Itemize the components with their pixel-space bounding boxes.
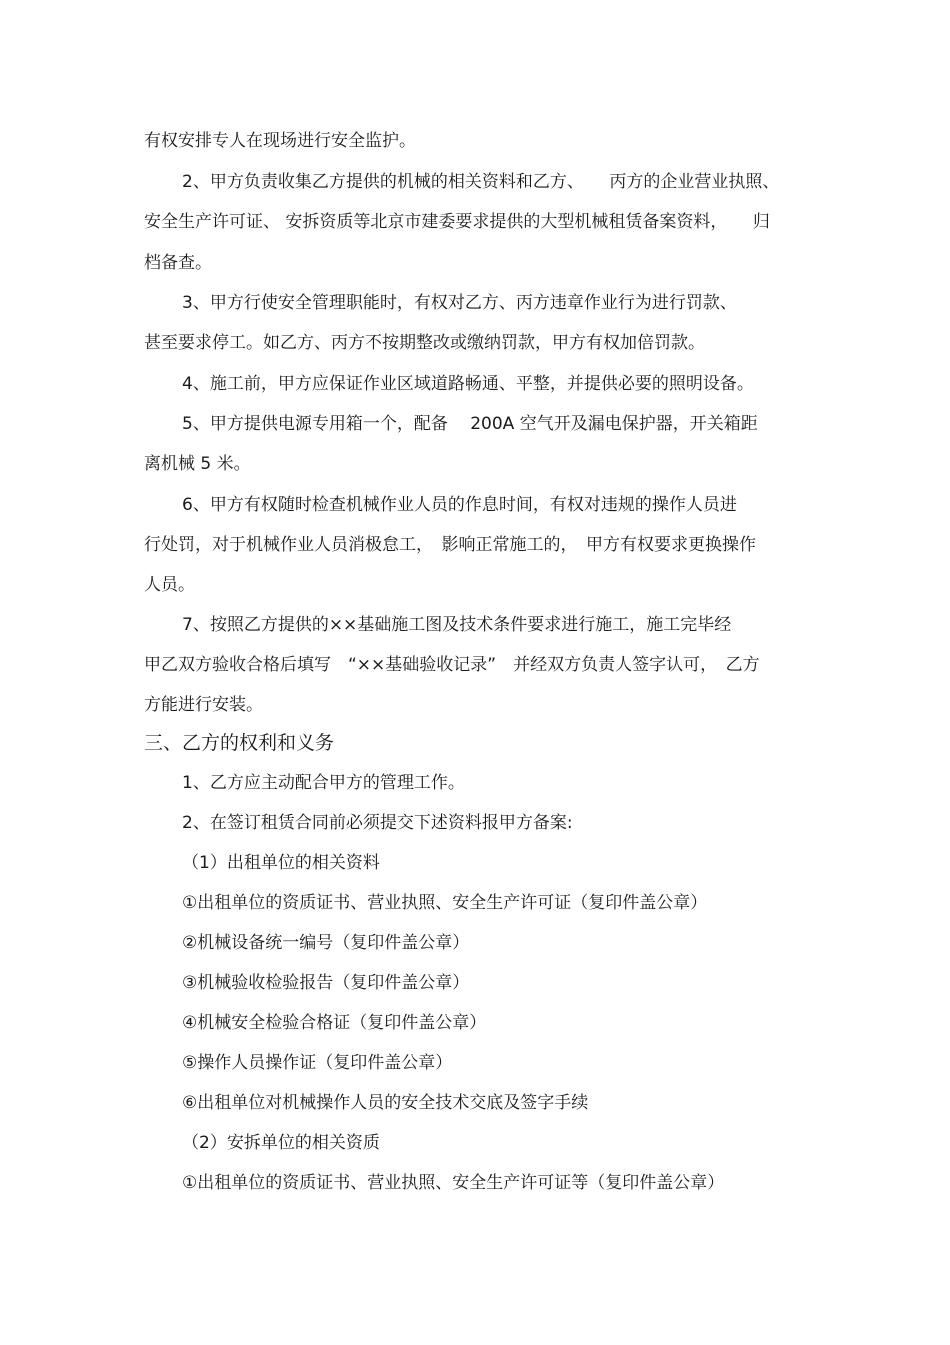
text-line: 7、按照乙方提供的××基础施工图及技术条件要求进行施工，施工完毕经 xyxy=(182,615,732,635)
text-line: 4、施工前，甲方应保证作业区域道路畅通、平整，并提供必要的照明设备。 xyxy=(182,374,754,394)
text-line: ①出租单位的资质证书、营业执照、安全生产许可证等（复印件盖公章） xyxy=(182,1173,725,1193)
text-line: 6、甲方有权随时检查机械作业人员的作息时间，有权对违规的操作人员进 xyxy=(182,495,737,515)
text-line: 方能进行安装。 xyxy=(144,695,263,715)
text-line: 安全生产许可证、 安拆资质等北京市建委要求提供的大型机械租赁备案资料， 归 xyxy=(144,212,770,232)
text-line: ①出租单位的资质证书、营业执照、安全生产许可证（复印件盖公章） xyxy=(182,893,708,913)
text-line: 3、甲方行使安全管理职能时，有权对乙方、丙方违章作业行为进行罚款、 xyxy=(182,293,737,313)
text-line: 1、乙方应主动配合甲方的管理工作。 xyxy=(182,773,465,793)
text-line: 人员。 xyxy=(144,575,195,595)
text-line: 甲乙双方验收合格后填写 “××基础验收记录” 并经双方负责人签字认可， 乙方 xyxy=(144,655,760,675)
text-line: ③机械验收检验报告（复印件盖公章） xyxy=(182,973,470,993)
text-line: 档备查。 xyxy=(144,253,212,273)
text-line: 甚至要求停工。如乙方、丙方不按期整改或缴纳罚款，甲方有权加倍罚款。 xyxy=(144,333,705,353)
text-line: ②机械设备统一编号（复印件盖公章） xyxy=(182,933,470,953)
text-line: 行处罚，对于机械作业人员消极怠工， 影响正常施工的， 甲方有权要求更换操作 xyxy=(144,535,756,555)
text-line: ⑤操作人员操作证（复印件盖公章） xyxy=(182,1053,453,1073)
text-line: 有权安排专人在现场进行安全监护。 xyxy=(144,131,416,151)
text-line: 2、甲方负责收集乙方提供的机械的相关资料和乙方、 丙方的企业营业执照、 xyxy=(182,172,780,192)
text-line: 5、甲方提供电源专用箱一个，配备 200A 空气开及漏电保护器，开关箱距 xyxy=(182,414,758,434)
text-line: ④机械安全检验合格证（复印件盖公章） xyxy=(182,1013,487,1033)
text-line: （2）安拆单位的相关资质 xyxy=(182,1133,380,1153)
text-line: 离机械 5 米。 xyxy=(144,454,251,474)
text-line: ⑥出租单位对机械操作人员的安全技术交底及签字手续 xyxy=(182,1093,589,1113)
text-line: （1）出租单位的相关资料 xyxy=(182,853,380,873)
section-heading: 三、乙方的权利和义务 xyxy=(144,732,335,754)
text-line: 2、在签订租赁合同前必须提交下述资料报甲方备案: xyxy=(182,813,573,833)
